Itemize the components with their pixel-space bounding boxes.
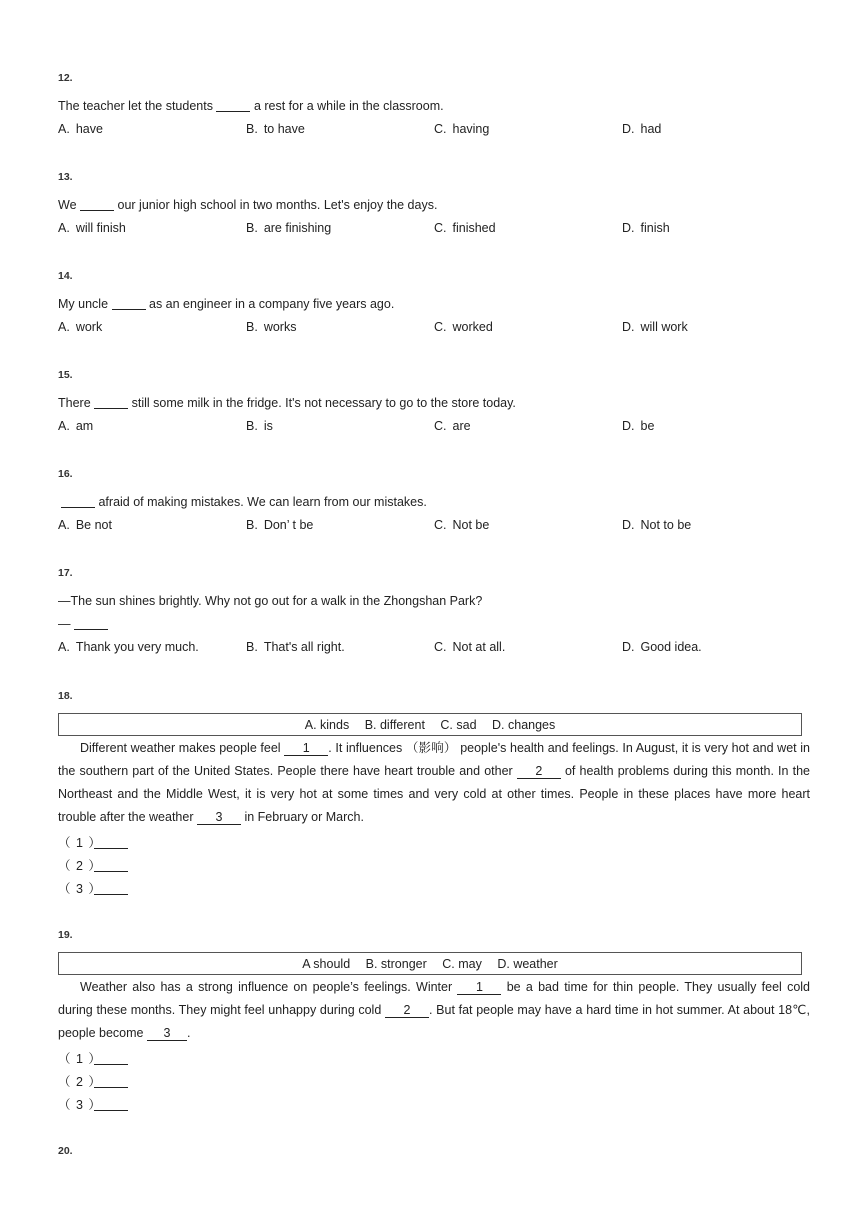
cloze-passage: Different weather makes people feel 1 . It influences （影响） people's health and feelings. In August, it is very hot and wet in the southern part of the United States. People there have heart trouble and other 2 of health problems during this month. In the Northeast and the Middle West, it is very hot at some times and very cold at other times. People in these places have more heart trouble after the weather 3 in February or March.: [58, 741, 810, 824]
numbered-blank[interactable]: 1: [457, 980, 501, 995]
question-number: 20.: [58, 1145, 73, 1157]
answer-blank[interactable]: [94, 1075, 128, 1088]
option-a[interactable]: A. Thank you very much.: [58, 640, 199, 654]
question-number: 17.: [58, 567, 73, 579]
option-c[interactable]: C. having: [434, 122, 490, 136]
option-c[interactable]: C. Not be: [434, 518, 490, 532]
question-stem: afraid of making mistakes. We can learn from our mistakes.: [58, 495, 427, 509]
answer-blank[interactable]: [216, 99, 250, 112]
option-c[interactable]: C. are: [434, 419, 471, 433]
answer-blank[interactable]: [80, 198, 114, 211]
option-d[interactable]: D. finish: [622, 221, 670, 235]
numbered-blank[interactable]: 1: [284, 741, 328, 756]
word-bank: [58, 952, 802, 975]
option-b[interactable]: B. are finishing: [246, 221, 332, 235]
answer-line: （ 2 ）: [58, 1072, 128, 1090]
answer-blank[interactable]: [94, 396, 128, 409]
question-number: 13.: [58, 171, 73, 183]
question-number: 19.: [58, 929, 73, 941]
option-a[interactable]: A. have: [58, 122, 103, 136]
answer-blank[interactable]: [94, 1098, 128, 1111]
question-stem: —The sun shines brightly. Why not go out for a walk in the Zhongshan Park?: [58, 594, 483, 608]
answer-blank[interactable]: [94, 859, 128, 872]
option-d[interactable]: D. will work: [622, 320, 688, 334]
word-option: D. changes: [492, 718, 556, 732]
option-d[interactable]: D. Good idea.: [622, 640, 702, 654]
option-b[interactable]: B. to have: [246, 122, 305, 136]
option-c[interactable]: C. finished: [434, 221, 496, 235]
numbered-blank[interactable]: 3: [147, 1026, 187, 1041]
word-option: A should: [302, 957, 351, 971]
option-c[interactable]: C. worked: [434, 320, 493, 334]
answer-line: （ 1 ）: [58, 833, 128, 851]
numbered-blank[interactable]: 3: [197, 810, 241, 825]
cloze-passage: Weather also has a strong influence on people’s feelings. Winter 1 be a bad time for thin people. They usually feel cold during these months. They might feel unhappy during cold 2 . But fat people may have a hard time in hot summer. At about 18℃, people become 3 .: [58, 980, 810, 1040]
word-option: D. weather: [497, 957, 558, 971]
word-option: A. kinds: [304, 718, 350, 732]
option-b[interactable]: B. works: [246, 320, 297, 334]
answer-blank[interactable]: [94, 882, 128, 895]
question-stem: The teacher let the students a rest for a while in the classroom.: [58, 99, 444, 113]
answer-line: （ 2 ）: [58, 856, 128, 874]
option-b[interactable]: B. Don’ t be: [246, 518, 314, 532]
question-number: 12.: [58, 72, 73, 84]
question-number: 18.: [58, 690, 73, 702]
word-option: C. sad: [440, 718, 477, 732]
answer-blank[interactable]: [112, 297, 146, 310]
answer-line: （ 3 ）: [58, 879, 128, 897]
question-stem: We our junior high school in two months. Let's enjoy the days.: [58, 198, 438, 212]
word-option: C. may: [442, 957, 482, 971]
question-number: 15.: [58, 369, 73, 381]
question-stem: There still some milk in the fridge. It's not necessary to go to the store today.: [58, 396, 516, 410]
option-a[interactable]: A. am: [58, 419, 94, 433]
word-option: B. stronger: [365, 957, 427, 971]
question-number: 16.: [58, 468, 73, 480]
option-d[interactable]: D. Not to be: [622, 518, 692, 532]
answer-line: （ 1 ）: [58, 1049, 128, 1067]
answer-blank[interactable]: [94, 836, 128, 849]
answer-line: （ 3 ）: [58, 1095, 128, 1113]
option-c[interactable]: C. Not at all.: [434, 640, 506, 654]
option-b[interactable]: B. is: [246, 419, 273, 433]
answer-blank[interactable]: [94, 1052, 128, 1065]
response-line: —: [58, 617, 108, 631]
option-d[interactable]: D. had: [622, 122, 662, 136]
answer-blank[interactable]: [61, 495, 95, 508]
question-number: 14.: [58, 270, 73, 282]
word-option: B. different: [364, 718, 425, 732]
option-a[interactable]: A. will finish: [58, 221, 126, 235]
option-a[interactable]: A. work: [58, 320, 103, 334]
word-bank: [58, 713, 802, 736]
numbered-blank[interactable]: 2: [517, 764, 561, 779]
option-a[interactable]: A. Be not: [58, 518, 112, 532]
question-stem: My uncle as an engineer in a company five years ago.: [58, 297, 395, 311]
answer-blank[interactable]: [74, 617, 108, 630]
numbered-blank[interactable]: 2: [385, 1003, 429, 1018]
option-d[interactable]: D. be: [622, 419, 655, 433]
option-b[interactable]: B. That's all right.: [246, 640, 345, 654]
